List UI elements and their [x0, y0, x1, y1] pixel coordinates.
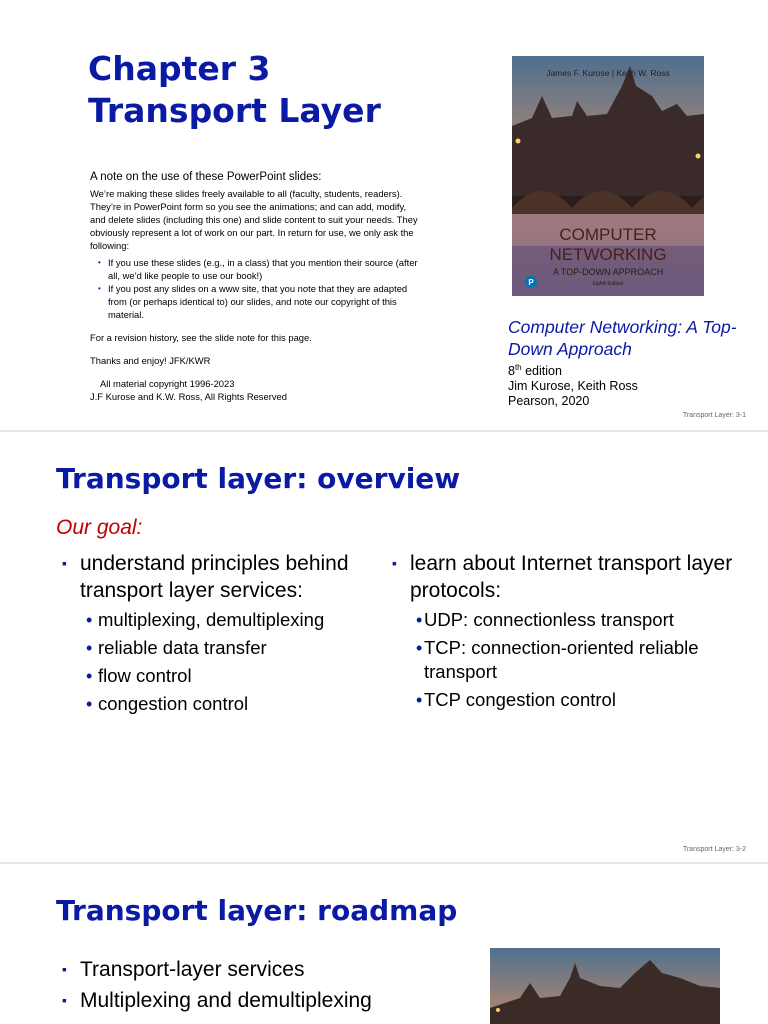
cover-title-line: COMPUTER — [559, 225, 657, 244]
slide-roadmap — [0, 864, 768, 1024]
slide-footer: Transport Layer: 3-1 — [682, 412, 746, 419]
slide-title-page — [0, 0, 768, 430]
revision-note: For a revision history, see the slide note for this page. — [90, 332, 312, 343]
cover-subtitle: A TOP-DOWN APPROACH — [552, 267, 664, 277]
book-publisher: Pearson, 2020 — [508, 394, 590, 409]
sub-bullet: • TCP congestion control — [386, 688, 746, 712]
slide-title: Transport layer: roadmap — [56, 894, 458, 927]
castle-illustration — [490, 948, 720, 1024]
svg-text:P: P — [528, 278, 534, 287]
book-edition — [508, 360, 748, 379]
sub-bullet: • UDP: connectionless transport — [386, 608, 746, 632]
note-heading: A note on the use of these PowerPoint slides: — [90, 171, 322, 183]
edition-number: 8 — [508, 364, 515, 379]
sub-bullet: • congestion control — [56, 692, 366, 716]
goal-heading: Our goal: — [56, 516, 143, 539]
chapter-heading — [88, 48, 381, 132]
sub-bullet-list — [386, 608, 746, 712]
note-bullet: • If you post any slides on a www site, that you note that they are adapted from (or perhaps identical to) our slides, and note our copyright of this material. — [108, 282, 420, 321]
sub-bullet: • flow control — [56, 664, 366, 688]
right-column — [386, 550, 746, 716]
cover-title-line: NETWORKING — [549, 245, 667, 264]
usage-note — [90, 170, 420, 403]
main-bullet: ▪ learn about Internet transport layer protocols: — [386, 550, 746, 604]
main-bullet: ▪ understand principles behind transport layer services: — [56, 550, 366, 604]
book-cover-illustration — [512, 56, 704, 296]
cover-authors: James F. Kurose | Keith W. Ross — [546, 68, 670, 78]
thanks-note: Thanks and enjoy! JFK/KWR — [90, 355, 211, 366]
edition-word: edition — [521, 364, 562, 379]
sub-bullet: • reliable data transfer — [56, 636, 366, 660]
sub-bullet: • multiplexing, demultiplexing — [56, 608, 366, 632]
chapter-title: Transport Layer — [88, 91, 381, 130]
book-reference — [508, 316, 748, 409]
book-authors: Jim Kurose, Keith Ross — [508, 379, 638, 394]
roadmap-image — [490, 948, 720, 1024]
sub-bullet: • TCP: connection-oriented reliable transport — [386, 636, 746, 684]
chapter-number: Chapter 3 — [88, 49, 271, 88]
roadmap-item: ▪ Transport-layer services — [56, 956, 456, 983]
book-cover-image — [512, 56, 704, 296]
book-title: Computer Networking: A Top-Down Approach — [508, 317, 737, 359]
left-column — [56, 550, 366, 720]
cover-edition: Eighth Edition — [592, 281, 624, 287]
slide-footer: Transport Layer: 3-2 — [682, 846, 746, 853]
copyright-line: J.F Kurose and K.W. Ross, All Rights Reserved — [90, 391, 287, 402]
slide-title: Transport layer: overview — [56, 462, 461, 495]
copyright-line: All material copyright 1996-2023 — [100, 378, 235, 389]
roadmap-item: ▪ Multiplexing and demultiplexing — [56, 987, 456, 1014]
roadmap-list — [56, 956, 456, 1018]
note-body: We’re making these slides freely available to all (faculty, students, readers). They’re in PowerPoint form so you see the animations; and can add, modify, and delete slides (including this one) and slide content to suit your needs. They obviously represent a lot of work on our part. In return for use, we only ask the following: — [90, 188, 418, 251]
slide-overview — [0, 432, 768, 862]
sub-bullet-list — [56, 608, 366, 716]
note-bullet-list — [90, 256, 420, 321]
note-bullet: • If you use these slides (e.g., in a class) that you mention their source (after all, we’d like people to use our book!) — [108, 256, 420, 282]
edition-suffix: th — [514, 363, 522, 372]
